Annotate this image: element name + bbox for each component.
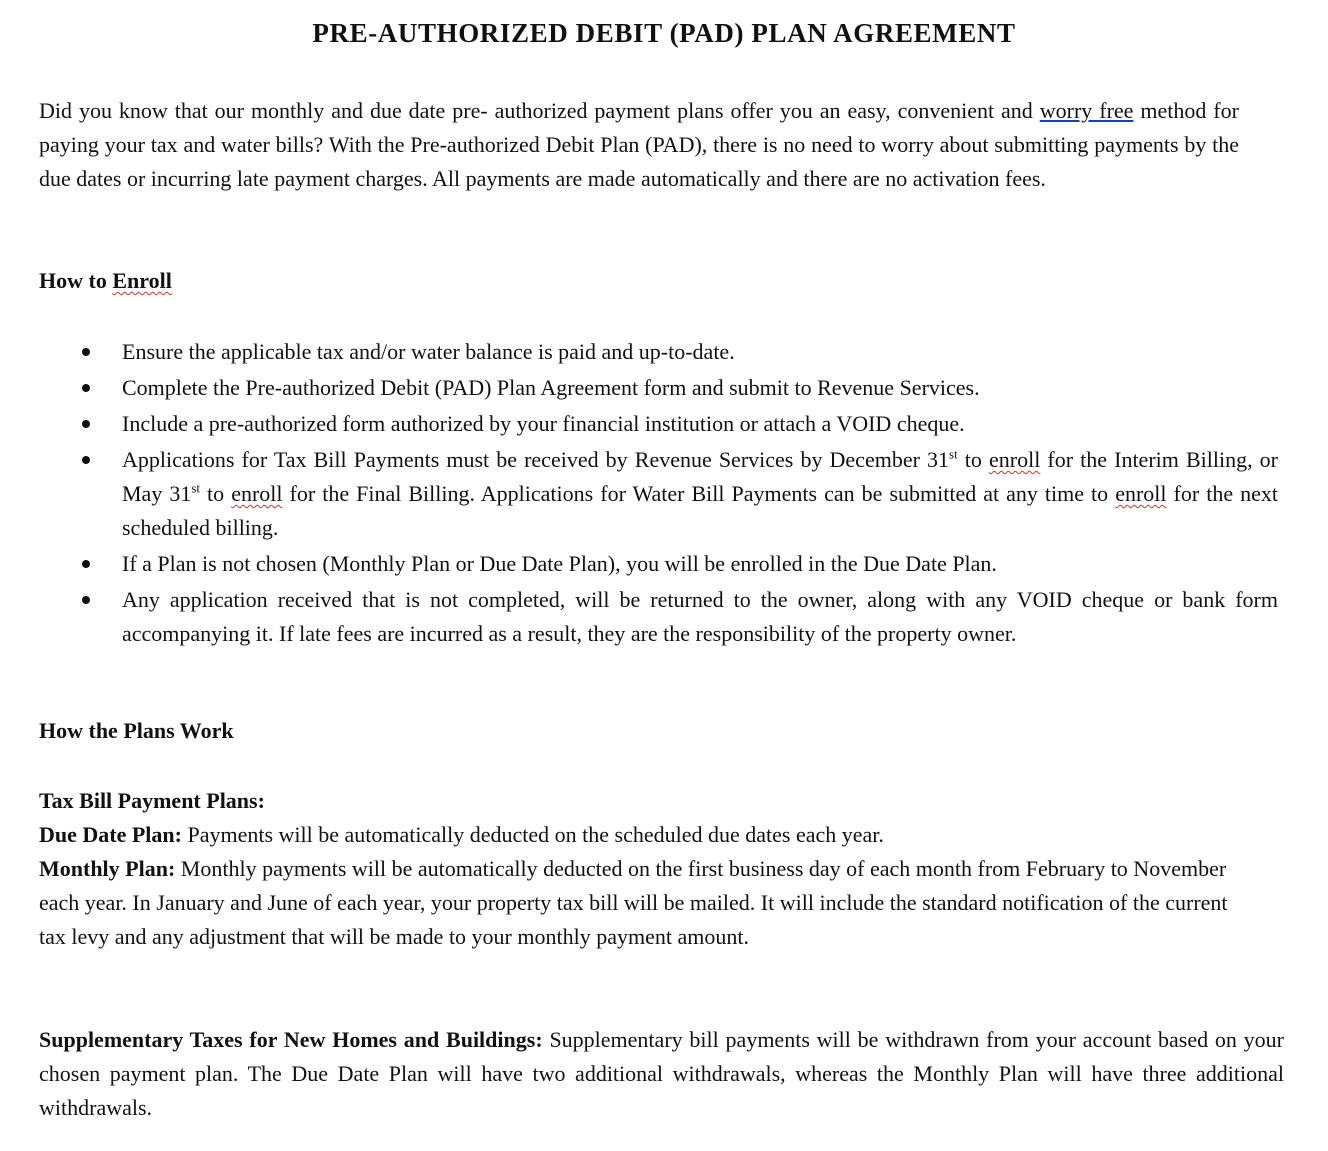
- enroll-steps-list: [78, 335, 1278, 653]
- list-item: [78, 371, 1278, 405]
- list-item-text: for the next scheduled billing.: [122, 481, 1279, 540]
- list-item-text: for the Interim Billing, or May 31: [122, 447, 1278, 506]
- list-item: [78, 443, 1278, 545]
- list-item-text: If a Plan is not chosen (Monthly Plan or Due Date Plan), you will be enrolled in the Due Date Plan.: [122, 551, 997, 576]
- document-title: PRE-AUTHORIZED DEBIT (PAD) PLAN AGREEMENT: [312, 18, 1016, 48]
- tax-bill-plans-section: [39, 784, 1239, 954]
- list-item-text: Ensure the applicable tax and/or water balance is paid and up-to-date.: [122, 339, 735, 364]
- superscript: st: [191, 480, 201, 496]
- bullet-icon: [82, 420, 90, 428]
- list-item: [78, 335, 1278, 369]
- how-plans-work-heading: How the Plans Work: [39, 718, 234, 743]
- bullet-icon: [82, 596, 90, 604]
- enroll-word: enroll: [988, 447, 1041, 472]
- monthly-plan-text: Monthly payments will be automatically deducted on the first business day of each month from February to November each year. In January and June of each year, your property tax bill will be mailed. It will include the standard notification of the current tax levy and any adjustment that will be made to your monthly payment amount.: [39, 856, 1228, 949]
- worry-free-underlined: worry free: [1039, 98, 1134, 123]
- list-item-text: Complete the Pre-authorized Debit (PAD) Plan Agreement form and submit to Revenue Services.: [122, 375, 980, 400]
- list-item-text: to: [957, 447, 989, 472]
- supplementary-taxes-paragraph: [39, 1023, 1284, 1125]
- enroll-heading-word: Enroll: [112, 268, 172, 293]
- tax-bill-heading-text: Tax Bill Payment Plans:: [39, 788, 265, 813]
- list-item-text: to: [200, 481, 232, 506]
- list-item-text: Include a pre-authorized form authorized by your financial institution or attach a VOID cheque.: [122, 411, 965, 436]
- bullet-icon: [82, 560, 90, 568]
- list-item-text: Applications for Tax Bill Payments must be received by Revenue Services by December 31: [122, 447, 950, 472]
- list-item: [78, 583, 1278, 651]
- supplementary-taxes-text: Supplementary bill payments will be withdrawn from your account based on your chosen payment plan. The Due Date Plan will have two additional withdrawals, whereas the Monthly Plan will have three additional withdrawals.: [39, 1027, 1284, 1120]
- intro-text-2: method for paying your tax and water bills? With the Pre-authorized Debit Plan (PAD), there is no need to worry about submitting payments by the due dates or incurring late payment charges. All payments are made automatically and there are no activation fees.: [39, 98, 1239, 191]
- list-item: [78, 407, 1278, 441]
- how-to-enroll-heading: [39, 268, 172, 294]
- due-date-plan-text: Payments will be automatically deducted on the scheduled due dates each year.: [181, 822, 884, 847]
- superscript: st: [949, 446, 958, 462]
- list-item-text: for the Final Billing. Applications for Water Bill Payments can be submitted at any time to: [282, 481, 1116, 506]
- intro-paragraph: [39, 94, 1239, 196]
- due-date-plan-paragraph: [39, 818, 1239, 852]
- enroll-word: enroll: [231, 481, 283, 506]
- enroll-word: enroll: [1115, 481, 1167, 506]
- tax-bill-heading: [39, 784, 1239, 818]
- due-date-plan-label: Due Date Plan:: [39, 822, 182, 847]
- monthly-plan-label: Monthly Plan:: [39, 856, 176, 881]
- list-item-text: Any application received that is not completed, will be returned to the owner, along with any VOID cheque or bank form accompanying it. If late fees are incurred as a result, they are the responsibility of the property owner.: [122, 587, 1278, 646]
- bullet-icon: [82, 348, 90, 356]
- supplementary-taxes-label: Supplementary Taxes for New Homes and Buildings:: [39, 1027, 543, 1052]
- enroll-heading-prefix: How to: [39, 268, 113, 293]
- list-item: [78, 547, 1278, 581]
- bullet-icon: [82, 456, 90, 464]
- bullet-icon: [82, 384, 90, 392]
- intro-text-1: Did you know that our monthly and due date pre- authorized payment plans offer you an easy, convenient and: [39, 98, 1040, 123]
- monthly-plan-paragraph: [39, 852, 1239, 954]
